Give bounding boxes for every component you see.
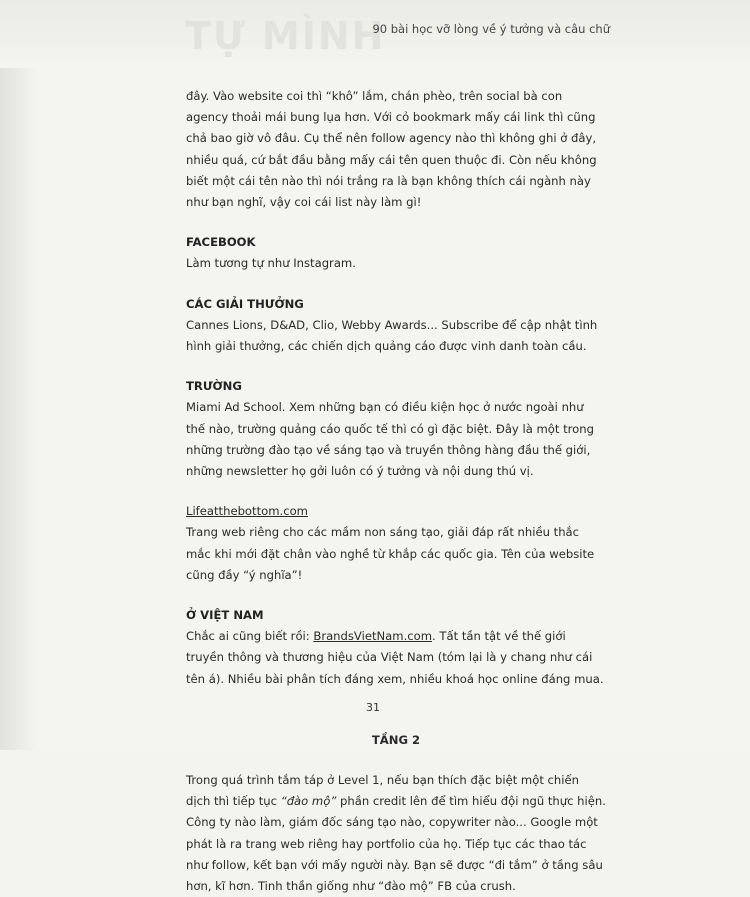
page-number: 31 <box>366 701 380 714</box>
facebook-body: Làm tương tự như Instagram. <box>186 256 356 271</box>
lifeatthebottom-body: Trang web riêng cho các mầm non sáng tạo, giải đáp rất nhiều thắc mắc khi mới đặt chân vào nghề từ khắp các quốc gia. Tên của website cũng đầy “ý nghĩa”! <box>186 525 595 582</box>
intro-paragraph: đây. Vào website coi thì “khô” lắm, chán phèo, trên social bà con agency thoải mái bung lụa hơn. Với cỏ bookmark mấy cái link thì cũng chả bao giờ vô đâu. Cụ thể nên follow agency nào thì không ghi ở đây, nhiều quá, cứ bắt đầu bằng mấy cái tên quen thuộc đi. Còn nếu không biết một cái tên nào thì nói trắng ra là bạn không thích cái ngành này như bạn nghĩ, vậy coi cái list này làm gì! <box>186 89 597 210</box>
vietnam-body: Chắc ai cũng biết rồi: BrandsVietNam.com. Tất tần tật về thế giới truyền thông và thương hiệu của Việt Nam (tóm lại là y chang như cái tên á). Nhiều bài phân tích đáng xem, nhiều khoá học online đáng mua. <box>186 629 604 686</box>
binding-shadow <box>0 0 38 750</box>
school-body: Miami Ad School. Xem những bạn có điều kiện học ở nước ngoài như thế nào, trường quảng cáo quốc tế thì có gì đặc biệt. Đây là một trong những trường đào tạo về sáng tạo và truyền thông hàng đầu thế giới, những newsletter họ gởi luôn có ý tưởng và nội dung thú vị. <box>186 400 594 479</box>
heading-vietnam: Ở VIỆT NAM <box>186 608 264 623</box>
heading-awards: CÁC GIẢI THƯỞNG <box>186 296 304 311</box>
heading-facebook: FACEBOOK <box>186 235 256 250</box>
running-header: 90 bài học vỡ lòng về ý tưởng và câu chữ <box>372 22 610 36</box>
lifeatthebottom-link[interactable]: Lifeatthebottom.com <box>186 504 308 519</box>
level2-body: Trong quá trình tắm táp ở Level 1, nếu bạn thích đặc biệt một chiến dịch thì tiếp tục “đào mộ” phần credit lên để tìm hiểu đội ngũ thực hiện. Công ty nào làm, giám đốc sáng tạo nào, copywriter nào... Google một phát là ra trang web riêng hay portfolio của họ. Tiếp tục các thao tác như follow, kết bạn với mấy người này. Bạn sẽ được “đi tắm” ở tầng sâu hơn, kĩ hơn. Tinh thần giống như “đào mộ” FB của crush. <box>186 773 606 894</box>
awards-body: Cannes Lions, D&AD, Clio, Webby Awards... Subscribe để cập nhật tình hình giải thưởng, các chiến dịch quảng cáo được vinh danh toàn cầu. <box>186 317 598 354</box>
ghost-chapter-title: TỰ MÌNH <box>185 14 386 58</box>
page-content <box>186 86 606 897</box>
heading-school: TRƯỜNG <box>186 379 242 394</box>
brandsvietnam-link[interactable]: BrandsVietNam.com <box>313 629 433 644</box>
heading-level-2: TẦNG 2 <box>371 732 421 747</box>
